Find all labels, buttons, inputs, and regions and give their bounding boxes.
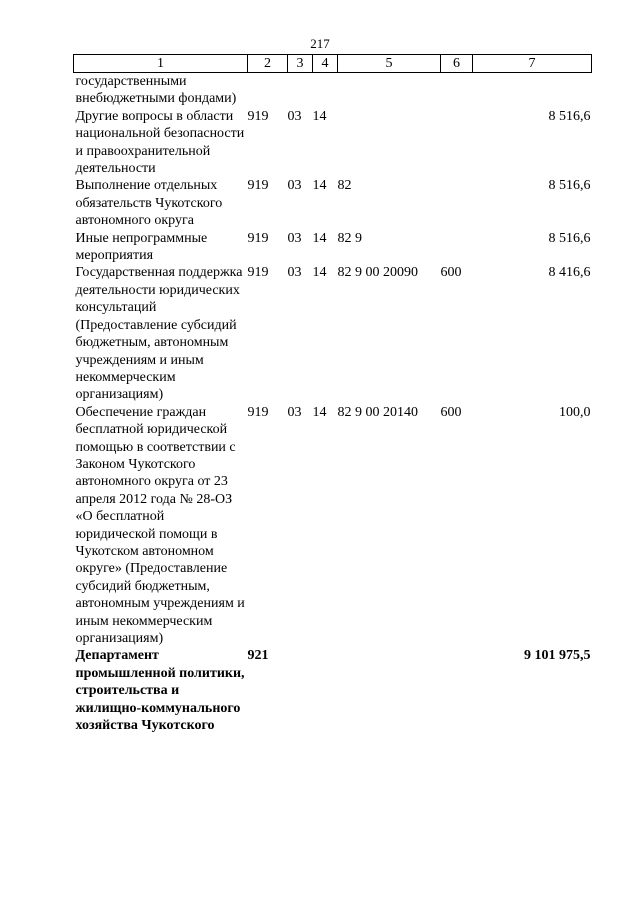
cell-expense-type (441, 108, 473, 178)
cell-amount: 100,0 (559, 404, 591, 420)
table-row (74, 264, 592, 403)
cell-subsection: 14 (312, 230, 327, 246)
cell-target-article: 82 9 00 20090 (337, 265, 418, 281)
cell-name: Другие вопросы в области национальной безопасности и правоохранительной деятельности (75, 108, 245, 177)
header-row (74, 55, 592, 73)
header-col-3: 3 (288, 55, 313, 73)
table-body (74, 73, 592, 735)
header-col-6: 6 (441, 55, 473, 73)
cell-expense-type (441, 647, 473, 734)
cell-name: Выполнение отдельных обязательств Чукотского автономного округа (75, 178, 223, 229)
table-row (74, 230, 592, 265)
cell-ministry-code: 919 (247, 108, 269, 124)
cell-amount: 8 516,6 (548, 108, 591, 124)
cell-subsection (313, 73, 338, 108)
cell-target-article (338, 73, 441, 108)
cell-expense-type: 600 (440, 404, 462, 420)
header-col-2: 2 (248, 55, 288, 73)
cell-target-article (338, 108, 441, 178)
header-col-1: 1 (74, 55, 248, 73)
cell-subsection: 14 (312, 404, 327, 420)
cell-subsection: 14 (312, 265, 327, 281)
cell-expense-type (441, 230, 473, 265)
cell-section: 03 (287, 404, 302, 420)
cell-name: Государственная поддержка деятельности юридических консультаций (Предоставление субсидий бюджетным, автономным учреждениям и иным некоммерческим организациям) (75, 265, 243, 403)
table-row (74, 177, 592, 229)
cell-ministry-code: 919 (247, 265, 269, 281)
cell-target-article: 82 9 (337, 230, 362, 246)
cell-ministry-code (248, 73, 288, 108)
cell-name: Департамент промышленной политики, строительства и жилищно-коммунального хозяйства Чукотского (75, 648, 245, 734)
cell-amount: 8 516,6 (548, 230, 591, 246)
table-row (74, 73, 592, 108)
cell-target-article (338, 647, 441, 734)
table-header (74, 55, 592, 73)
cell-ministry-code: 919 (247, 404, 269, 420)
header-col-4: 4 (313, 55, 338, 73)
table-row (74, 647, 592, 734)
header-col-5: 5 (338, 55, 441, 73)
table-row (74, 404, 592, 648)
cell-subsection: 14 (312, 178, 327, 194)
cell-amount: 8 516,6 (548, 178, 591, 194)
cell-expense-type (441, 177, 473, 229)
cell-section: 03 (287, 265, 302, 281)
header-col-7: 7 (473, 55, 592, 73)
cell-subsection (313, 647, 338, 734)
cell-section: 03 (287, 108, 302, 124)
cell-section (288, 647, 313, 734)
cell-name: Обеспечение граждан бесплатной юридической помощью в соответствии с Законом Чукотского автономного округа от 23 апреля 2012 года № 28-ОЗ «О бесплатной юридической помощи в Чукотском автономном округе» (Предоставление субсидий бюджетным, автономным учреждениям и иным некоммерческим организациям) (75, 404, 245, 646)
table-row (74, 108, 592, 178)
cell-expense-type: 600 (440, 265, 462, 281)
cell-ministry-code: 919 (247, 230, 269, 246)
cell-amount: 9 101 975,5 (524, 648, 591, 664)
cell-expense-type (441, 73, 473, 108)
cell-name: государственными внебюджетными фондами) (75, 74, 237, 107)
cell-target-article: 82 (337, 178, 352, 194)
cell-ministry-code: 919 (247, 178, 269, 194)
cell-ministry-code: 921 (247, 648, 269, 664)
cell-name: Иные непрограммные мероприятия (75, 230, 208, 264)
cell-section: 03 (287, 230, 302, 246)
page-number: 217 (310, 36, 330, 51)
cell-target-article: 82 9 00 20140 (337, 404, 418, 420)
cell-section: 03 (287, 178, 302, 194)
cell-section (288, 73, 313, 108)
cell-amount: 8 416,6 (548, 265, 591, 281)
cell-amount (473, 73, 592, 108)
budget-table (73, 54, 592, 734)
cell-subsection: 14 (312, 108, 327, 124)
